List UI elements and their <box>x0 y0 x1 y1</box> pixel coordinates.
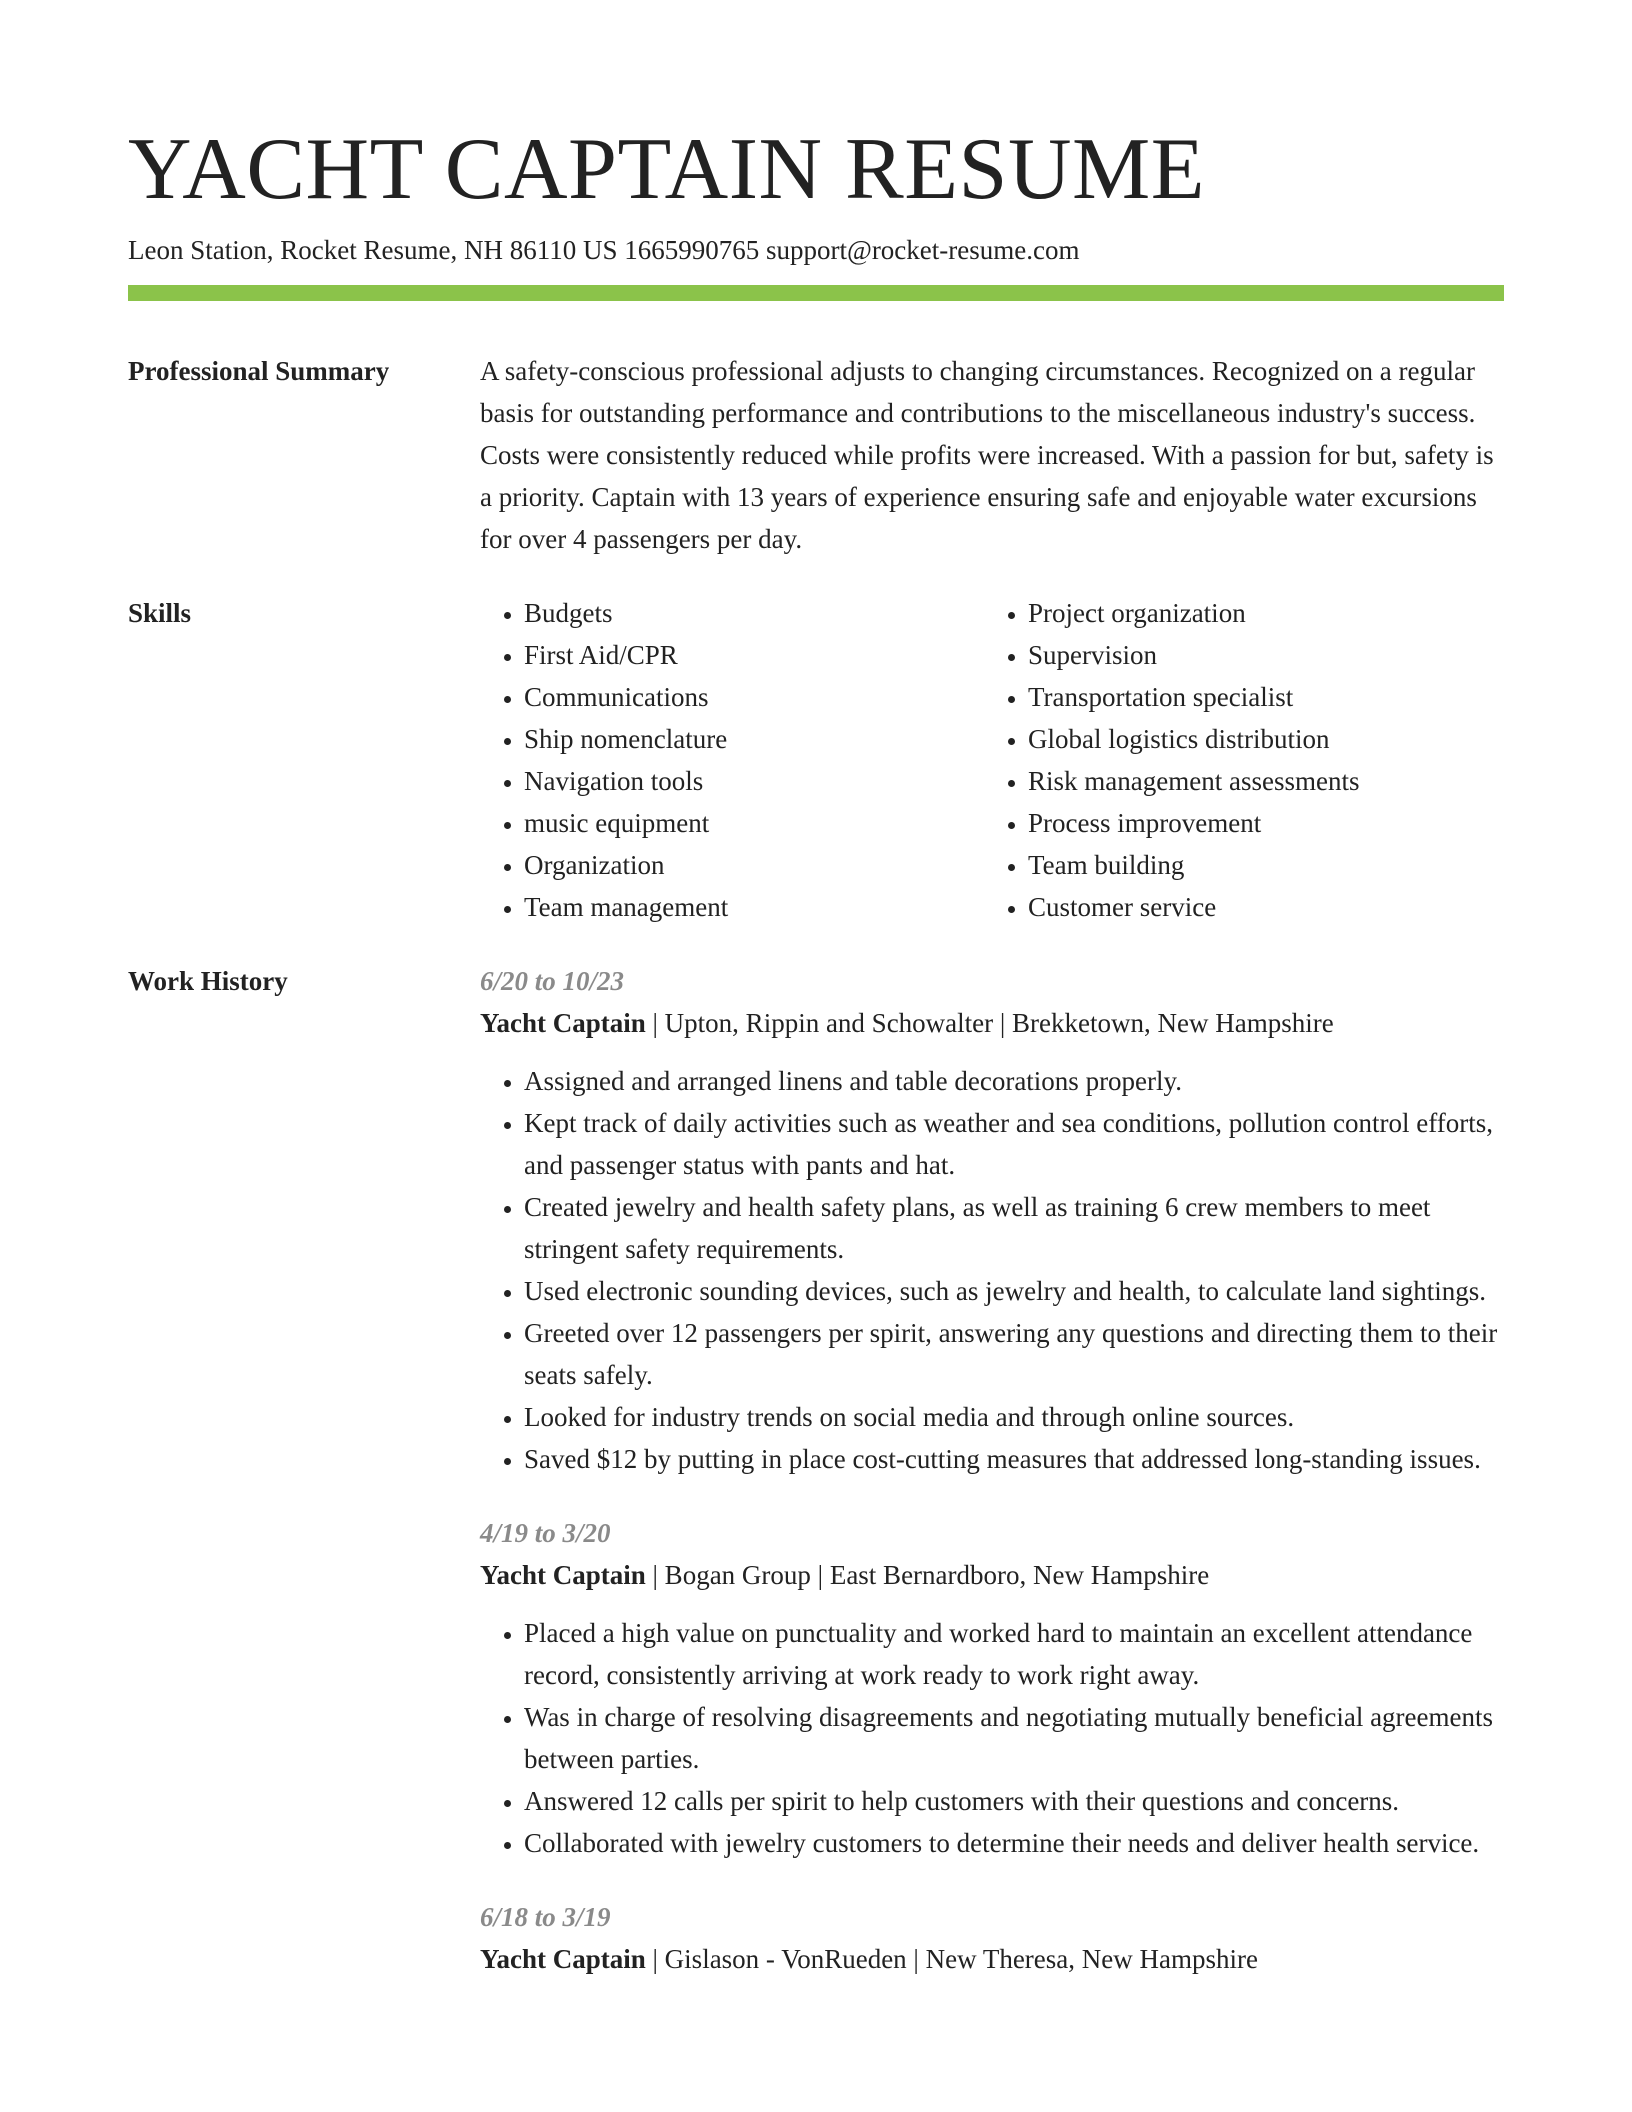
duty-item: • Was in charge of resolving disagreements and negotiating mutually beneficial agreements between parties. <box>524 1696 1504 1780</box>
job-dates: 6/18 to 3/19 <box>480 1902 611 1932</box>
job-heading <box>480 1938 1504 1980</box>
job-duties <box>480 1612 1504 1864</box>
job-duties <box>480 1060 1504 1480</box>
skill-item: • Navigation tools <box>524 760 984 802</box>
skill-item: • Project organization <box>1028 592 1488 634</box>
duty-item: • Saved $12 by putting in place cost-cutting measures that addressed long-standing issues. <box>524 1438 1504 1480</box>
job-heading <box>480 1002 1504 1044</box>
job-entry <box>480 1512 1504 1864</box>
job-entry <box>480 960 1504 1480</box>
work-history-body <box>480 960 1504 1980</box>
section-label-summary: Professional Summary <box>128 356 390 386</box>
job-title: Yacht Captain <box>480 1560 646 1590</box>
job-employer-location: | Upton, Rippin and Schowalter | Brekketown, New Hampshire <box>645 1008 1334 1038</box>
section-label-skills: Skills <box>128 598 192 628</box>
skill-item: • Budgets <box>524 592 984 634</box>
work-history-section <box>128 960 1504 1980</box>
skills-column-left <box>480 592 984 928</box>
skill-item: • Process improvement <box>1028 802 1488 844</box>
section-label-work-history: Work History <box>128 966 288 996</box>
job-dates: 6/20 to 10/23 <box>480 966 625 996</box>
job-title: Yacht Captain <box>480 1944 646 1974</box>
professional-summary-section <box>128 350 1504 560</box>
skill-item: • Team management <box>524 886 984 928</box>
skill-item: • Organization <box>524 844 984 886</box>
skill-item: • Global logistics distribution <box>1028 718 1488 760</box>
duty-item: • Created jewelry and health safety plans, as well as training 6 crew members to meet stringent safety requirements. <box>524 1186 1504 1270</box>
skill-item: • First Aid/CPR <box>524 634 984 676</box>
resume-content <box>128 350 1504 1980</box>
skill-item: • music equipment <box>524 802 984 844</box>
skills-grid <box>480 592 1504 928</box>
duty-item: • Answered 12 calls per spirit to help customers with their questions and concerns. <box>524 1780 1504 1822</box>
duty-item: • Collaborated with jewelry customers to determine their needs and deliver health service. <box>524 1822 1504 1864</box>
duty-item: • Assigned and arranged linens and table decorations properly. <box>524 1060 1504 1102</box>
resume-title: YACHT CAPTAIN RESUME <box>128 121 1205 218</box>
header-divider <box>128 285 1504 301</box>
contact-line: Leon Station, Rocket Resume, NH 86110 US 1665990765 support@rocket-resume.com <box>128 235 1080 265</box>
skills-body <box>480 592 1504 928</box>
job-employer-location: | Gislason - VonRueden | New Theresa, New Hampshire <box>645 1944 1258 1974</box>
skills-column-right <box>984 592 1488 928</box>
job-dates: 4/19 to 3/20 <box>480 1518 611 1548</box>
duty-item: • Greeted over 12 passengers per spirit, answering any questions and directing them to their seats safely. <box>524 1312 1504 1396</box>
skill-item: • Supervision <box>1028 634 1488 676</box>
duty-item: • Used electronic sounding devices, such as jewelry and health, to calculate land sightings. <box>524 1270 1504 1312</box>
skill-item: • Transportation specialist <box>1028 676 1488 718</box>
skill-item: • Communications <box>524 676 984 718</box>
job-employer-location: | Bogan Group | East Bernardboro, New Hampshire <box>645 1560 1210 1590</box>
duty-item: • Looked for industry trends on social media and through online sources. <box>524 1396 1504 1438</box>
skill-item: • Team building <box>1028 844 1488 886</box>
job-entry <box>480 1896 1504 1980</box>
skill-item: • Customer service <box>1028 886 1488 928</box>
job-title: Yacht Captain <box>480 1008 646 1038</box>
job-heading <box>480 1554 1504 1596</box>
skills-section <box>128 592 1504 928</box>
summary-body <box>480 350 1504 560</box>
skill-item: • Ship nomenclature <box>524 718 984 760</box>
skill-item: • Risk management assessments <box>1028 760 1488 802</box>
duty-item: • Kept track of daily activities such as weather and sea conditions, pollution control efforts, and passenger status with pants and hat. <box>524 1102 1504 1186</box>
duty-item: • Placed a high value on punctuality and worked hard to maintain an excellent attendance record, consistently arriving at work ready to work right away. <box>524 1612 1504 1696</box>
summary-text: A safety-conscious professional adjusts to changing circumstances. Recognized on a regular basis for outstanding performance and contributions to the miscellaneous industry's success. Costs were consistently reduced while profits were increased. With a passion for but, safety is a priority. Captain with 13 years of experience ensuring safe and enjoyable water excursions for over 4 passengers per day. <box>480 356 1494 554</box>
